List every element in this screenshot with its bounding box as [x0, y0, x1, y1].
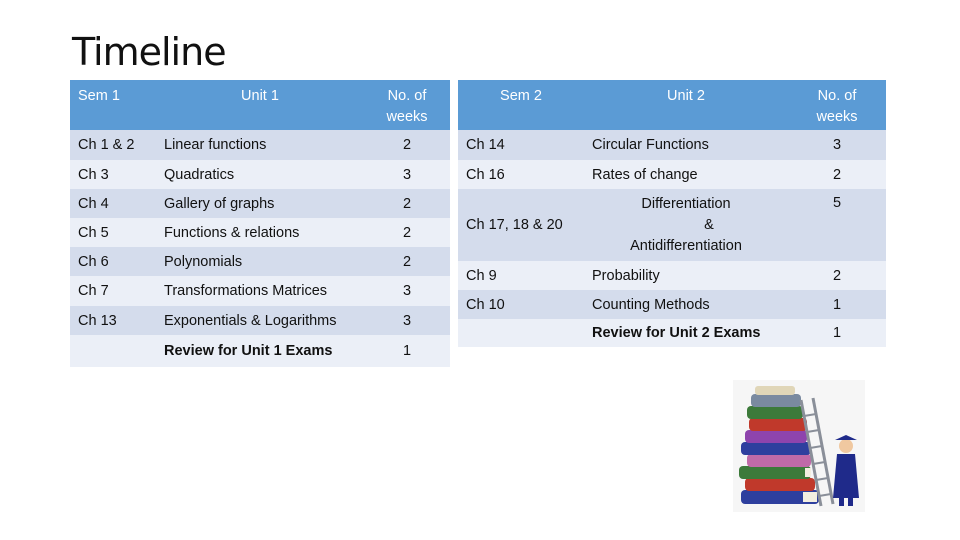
table-cell-chapter: Ch 4 [70, 189, 156, 218]
table-cell-weeks: 2 [364, 218, 450, 247]
table-cell-chapter [458, 319, 584, 347]
table-cell-chapter: Ch 3 [70, 160, 156, 189]
table-cell-chapter: Ch 13 [70, 306, 156, 335]
table-cell-weeks: 5 [788, 189, 886, 261]
table-cell-weeks: 3 [364, 306, 450, 335]
table-cell-chapter: Ch 6 [70, 247, 156, 276]
topic-line: Differentiation [641, 195, 731, 212]
topic-line: Antidifferentiation [630, 237, 742, 254]
table-cell-topic: Quadratics [156, 160, 364, 189]
table-cell-topic: Functions & relations [156, 218, 364, 247]
header-sem2: Sem 2 [458, 80, 584, 130]
table-cell-weeks: 2 [364, 130, 450, 160]
table-cell-topic: Counting Methods [584, 290, 788, 319]
table-cell-topic-multiline [584, 189, 788, 261]
table-cell-chapter: Ch 9 [458, 261, 584, 290]
header-weeks: No. of weeks [364, 80, 450, 130]
topic-line: & [704, 216, 714, 233]
table-cell-weeks: 2 [788, 160, 886, 189]
table-cell-chapter: Ch 17, 18 & 20 [458, 189, 584, 261]
table-cell-chapter: Ch 7 [70, 276, 156, 306]
table-cell-topic: Polynomials [156, 247, 364, 276]
table-cell-topic: Review for Unit 1 Exams [156, 335, 364, 367]
header-sem1: Sem 1 [70, 80, 156, 130]
sem1-timeline-table [70, 80, 450, 367]
table-cell-topic: Rates of change [584, 160, 788, 189]
table-cell-weeks: 2 [788, 261, 886, 290]
books-ladder-graduate-icon [733, 380, 865, 512]
page-title: Timeline [72, 30, 226, 74]
table-cell-topic: Transformations Matrices [156, 276, 364, 306]
table-cell-chapter: Ch 5 [70, 218, 156, 247]
table-cell-topic: Review for Unit 2 Exams [584, 319, 788, 347]
table-cell-weeks: 3 [788, 130, 886, 160]
header-weeks: No. of weeks [788, 80, 886, 130]
table-cell-weeks: 1 [788, 290, 886, 319]
table-cell-topic: Linear functions [156, 130, 364, 160]
table-cell-topic: Exponentials & Logarithms [156, 306, 364, 335]
table-cell-topic: Circular Functions [584, 130, 788, 160]
table-cell-chapter: Ch 14 [458, 130, 584, 160]
table-cell-weeks: 3 [364, 276, 450, 306]
header-unit2: Unit 2 [584, 80, 788, 130]
table-cell-weeks: 1 [788, 319, 886, 347]
table-cell-chapter: Ch 16 [458, 160, 584, 189]
table-cell-chapter: Ch 10 [458, 290, 584, 319]
table-cell-chapter [70, 335, 156, 367]
table-cell-topic: Probability [584, 261, 788, 290]
sem2-timeline-table [458, 80, 886, 347]
table-cell-chapter: Ch 1 & 2 [70, 130, 156, 160]
table-cell-weeks: 3 [364, 160, 450, 189]
table-cell-weeks: 2 [364, 247, 450, 276]
table-cell-weeks: 2 [364, 189, 450, 218]
table-cell-topic: Gallery of graphs [156, 189, 364, 218]
table-cell-weeks: 1 [364, 335, 450, 367]
header-unit1: Unit 1 [156, 80, 364, 130]
